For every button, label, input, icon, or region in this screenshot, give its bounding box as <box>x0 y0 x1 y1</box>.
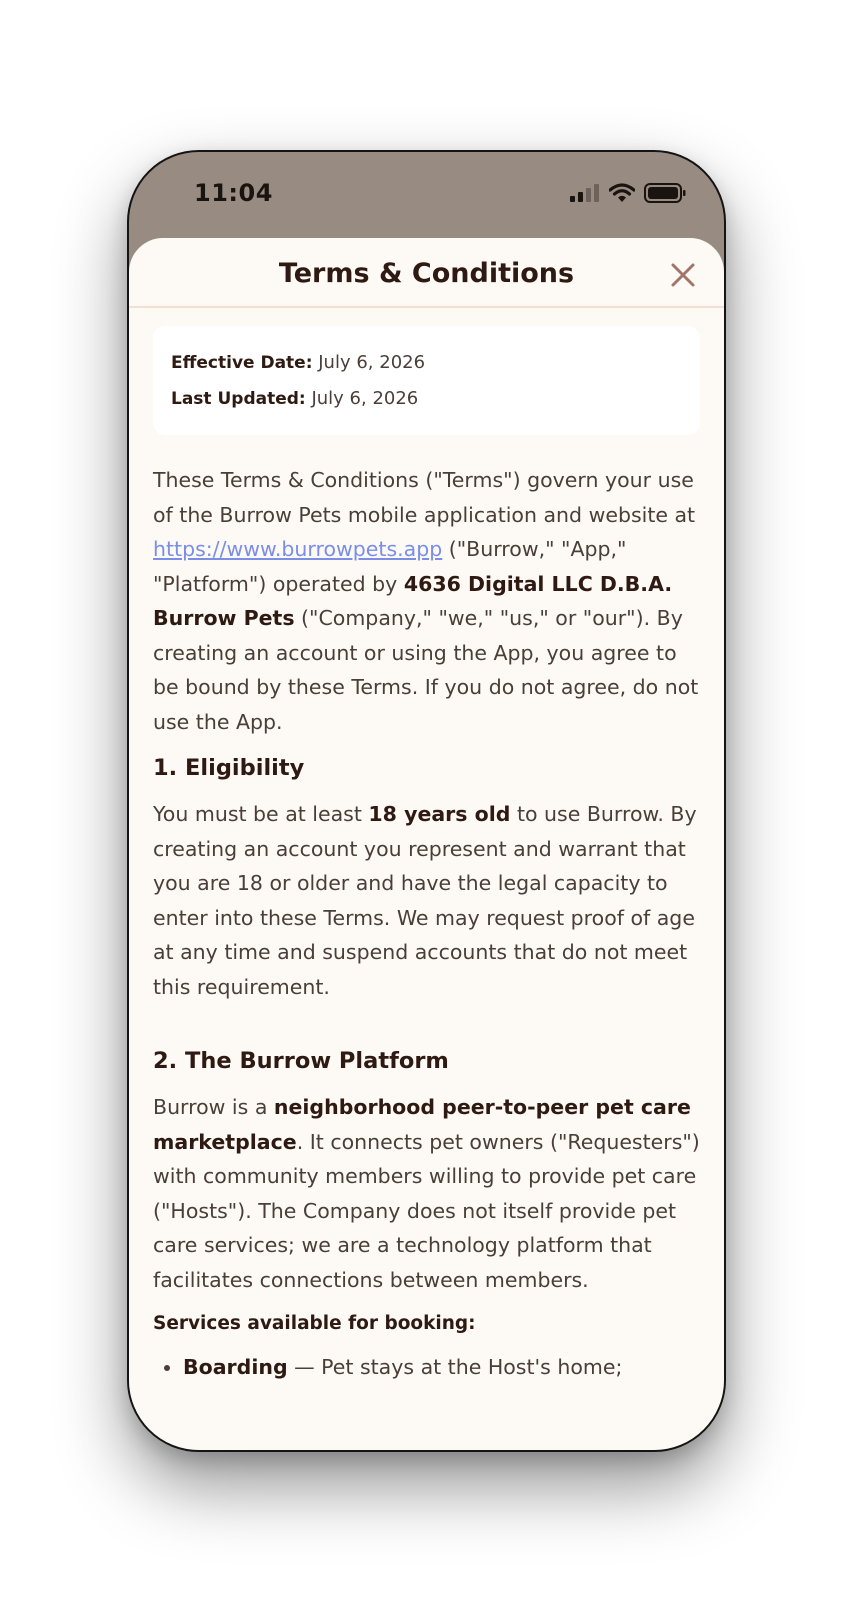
intro-text-1: These Terms & Conditions ("Terms") govern your use of the Burrow Pets mobile application and website at <box>153 468 696 527</box>
eligibility-text-1: You must be at least <box>153 802 369 826</box>
effective-date-value: July 6, 2026 <box>318 352 426 373</box>
effective-date-label: Effective Date: <box>171 353 313 373</box>
intro-paragraph <box>153 463 700 739</box>
close-icon[interactable] <box>667 259 699 291</box>
terms-sheet <box>129 238 724 1450</box>
section-heading-eligibility: 1. Eligibility <box>153 755 305 781</box>
intro-text-3: ("Company," "we," "us," or "our"). By creating an account or using the App, you agree to be bound by these Terms. If you do not agree, do not use the App. <box>153 606 699 734</box>
last-updated-value: July 6, 2026 <box>311 388 419 409</box>
platform-text-2: . It connects pet owners ("Requesters") with community members willing to provide pet care ("Hosts"). The Company does not itself provide pet care services; we are a technology platform that facilitates connections between members. <box>153 1129 700 1292</box>
last-updated-label: Last Updated: <box>171 389 306 409</box>
platform-text-1: Burrow is a <box>153 1095 274 1119</box>
status-icons <box>570 182 686 204</box>
phone-frame <box>127 150 726 1452</box>
page-title: Terms & Conditions <box>278 258 575 289</box>
platform-paragraph <box>153 1090 700 1297</box>
terms-content[interactable] <box>129 308 724 1387</box>
section-heading-platform: 2. The Burrow Platform <box>153 1048 449 1074</box>
status-bar <box>129 152 724 234</box>
website-link[interactable]: https://www.burrowpets.app <box>153 537 443 561</box>
age-requirement: 18 years old <box>368 802 511 826</box>
cellular-signal-icon <box>570 184 600 202</box>
sheet-header <box>129 238 724 308</box>
battery-icon <box>644 183 686 203</box>
eligibility-paragraph <box>153 797 700 1004</box>
service-name: Boarding <box>183 1355 288 1379</box>
services-heading: Services available for booking: <box>153 1313 476 1334</box>
marketplace-description: neighborhood peer-to-peer pet care marketplace <box>153 1095 691 1154</box>
status-time: 11:04 <box>194 179 273 207</box>
intro-text-2: ("Burrow," "App," "Platform") operated by <box>153 537 627 596</box>
last-updated <box>171 381 682 417</box>
eligibility-text-2: to use Burrow. By creating an account you represent and warrant that you are 18 or older and have the legal capacity to enter into these Terms. We may request proof of age at any time and suspend accounts that do not meet this requirement. <box>153 802 697 999</box>
list-item <box>183 1347 700 1387</box>
service-description: — Pet stays at the Host's home; <box>287 1355 623 1379</box>
company-name: 4636 Digital LLC D.B.A. Burrow Pets <box>153 571 673 630</box>
effective-date <box>171 345 682 381</box>
wifi-icon <box>609 183 635 203</box>
date-card <box>153 326 700 435</box>
services-list <box>153 1347 700 1387</box>
